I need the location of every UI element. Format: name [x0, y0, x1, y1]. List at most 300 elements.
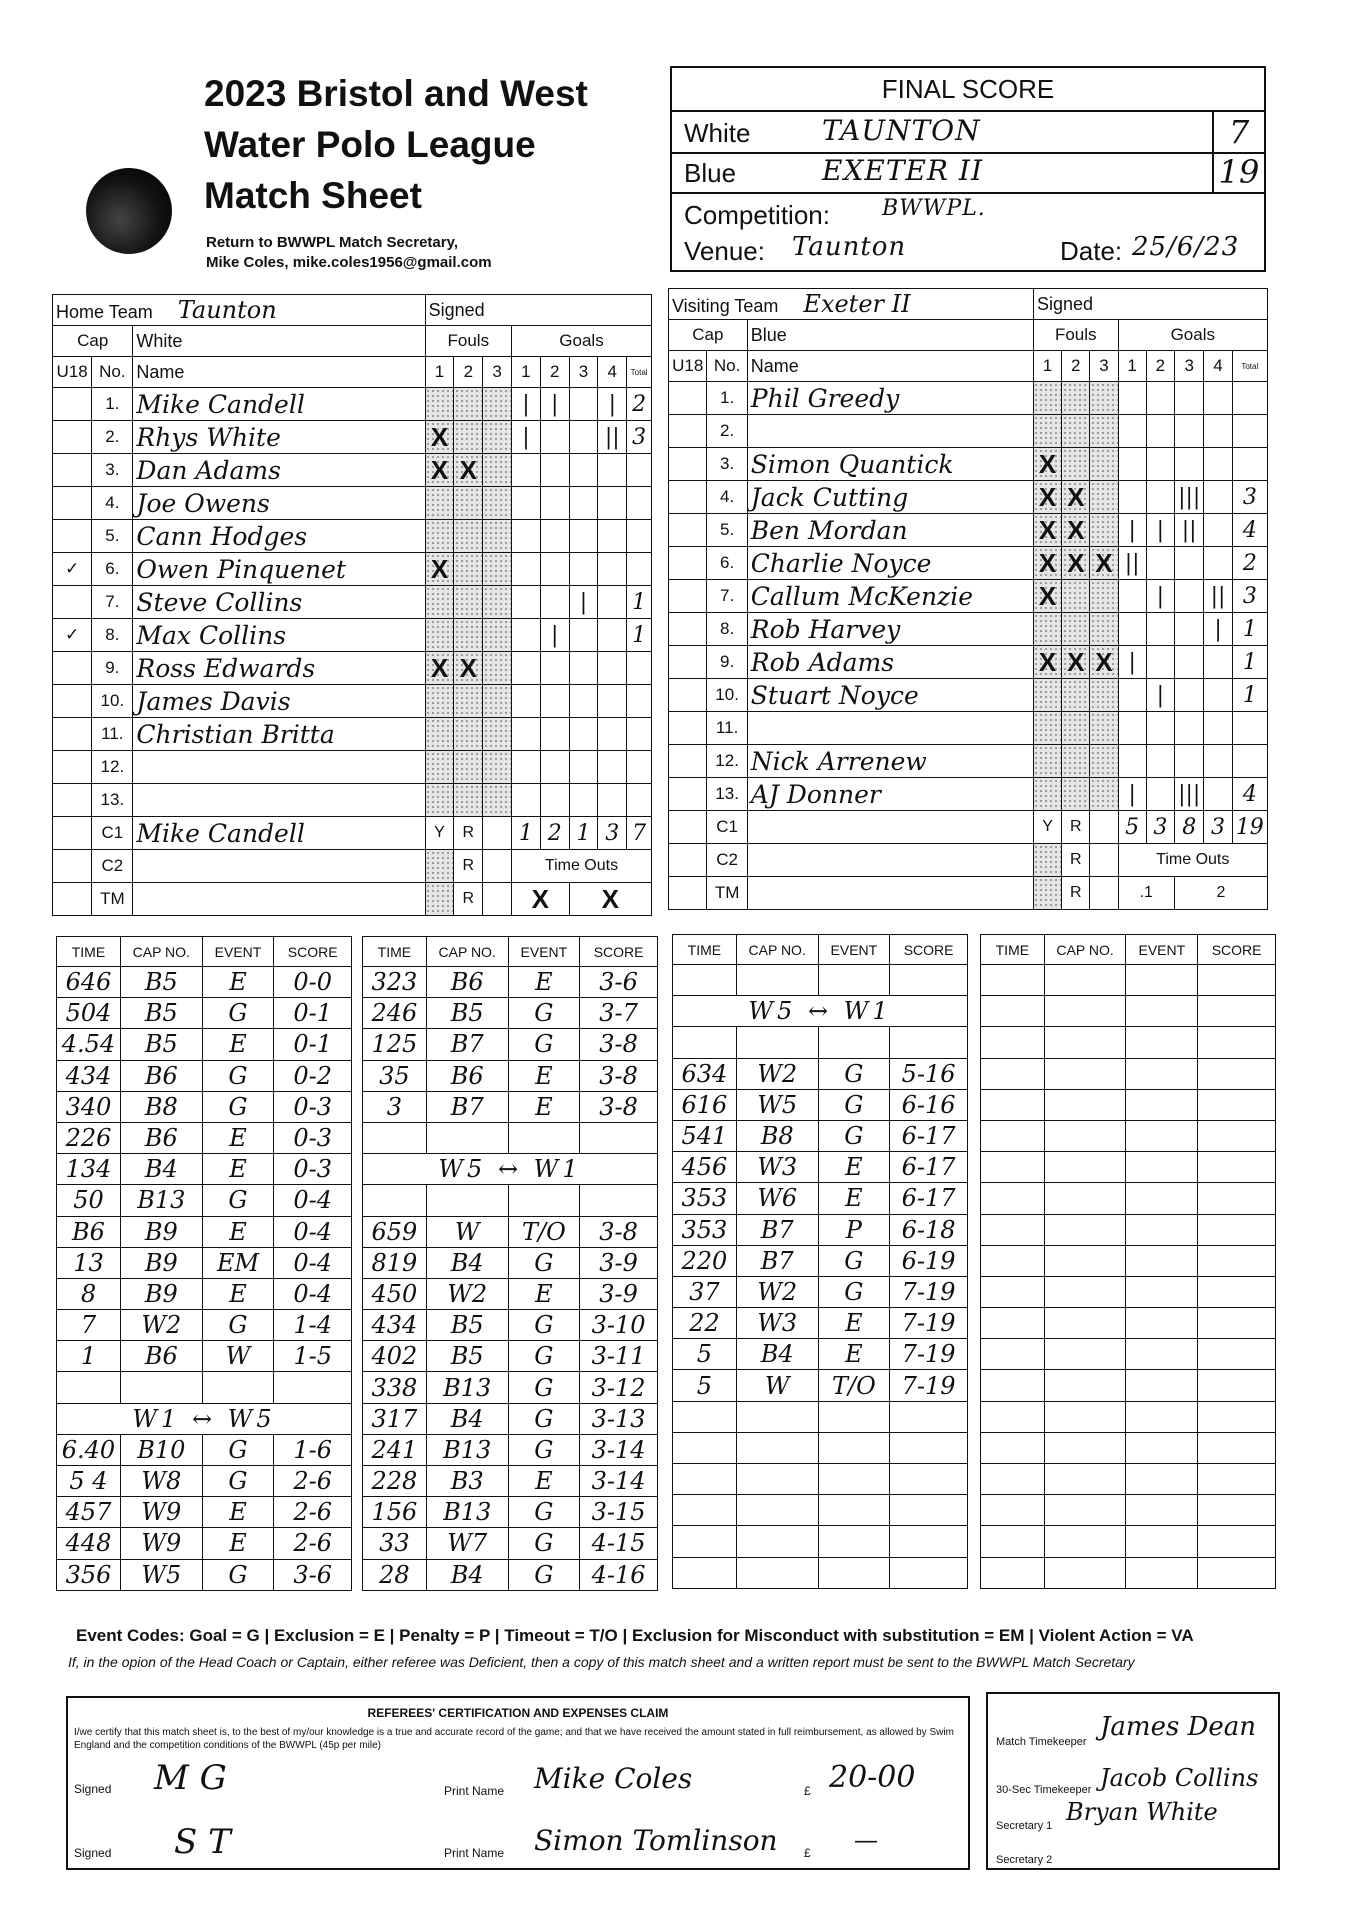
ref2-print-name[interactable]: Simon Tomlinson [534, 1824, 778, 1857]
goal-tally[interactable]: | [1146, 580, 1174, 613]
match-timekeeper-name[interactable]: James Dean [1100, 1712, 1257, 1742]
event-score[interactable] [274, 1372, 352, 1403]
event-score[interactable]: 0-4 [274, 1278, 352, 1309]
event-code[interactable]: E [202, 1216, 274, 1247]
event-code[interactable] [1126, 1183, 1198, 1214]
event-code[interactable] [1126, 1308, 1198, 1339]
red-card-box[interactable]: R [1062, 844, 1090, 877]
event-cap[interactable]: B6 [120, 1341, 202, 1372]
goal-tally[interactable] [1204, 415, 1232, 448]
event-score[interactable]: 6-17 [890, 1120, 968, 1151]
event-cap[interactable]: B9 [120, 1247, 202, 1278]
venue-value[interactable]: Taunton [792, 232, 907, 262]
event-cap[interactable]: B5 [120, 998, 202, 1029]
event-score[interactable] [1198, 1120, 1276, 1151]
event-time[interactable] [673, 965, 737, 996]
event-time[interactable] [673, 1526, 737, 1557]
foul-mark[interactable] [1033, 679, 1061, 712]
player-name[interactable]: Ross Edwards [133, 652, 425, 685]
event-time[interactable]: 616 [673, 1089, 737, 1120]
event-time[interactable]: 541 [673, 1120, 737, 1151]
event-score[interactable]: 1-6 [274, 1434, 352, 1465]
event-cap[interactable]: W9 [120, 1528, 202, 1559]
event-time[interactable]: 323 [363, 967, 427, 998]
event-time[interactable]: 33 [363, 1528, 427, 1559]
event-code[interactable]: G [818, 1120, 890, 1151]
event-code[interactable] [1126, 996, 1198, 1027]
event-time[interactable] [673, 1401, 737, 1432]
official-name[interactable] [133, 883, 425, 916]
event-cap[interactable]: B5 [426, 998, 508, 1029]
event-code[interactable]: E [508, 1466, 580, 1497]
quarter-score[interactable]: 8 [1174, 811, 1203, 844]
foul-mark[interactable]: X [1062, 547, 1090, 580]
u18-check[interactable]: ✓ [53, 553, 92, 586]
u18-check[interactable] [669, 514, 707, 547]
u18-check[interactable] [53, 718, 92, 751]
event-time[interactable]: 228 [363, 1466, 427, 1497]
event-score[interactable]: 3-6 [274, 1559, 352, 1590]
event-score[interactable] [1198, 1432, 1276, 1463]
goal-tally[interactable] [1146, 778, 1174, 811]
event-cap[interactable] [736, 965, 818, 996]
foul-mark[interactable]: X [425, 454, 454, 487]
event-score[interactable]: 3-11 [580, 1341, 658, 1372]
goal-tally[interactable] [512, 586, 541, 619]
goal-total[interactable]: 1 [627, 586, 652, 619]
foul-mark[interactable]: X [1033, 448, 1061, 481]
event-time[interactable] [981, 1370, 1045, 1401]
foul-mark[interactable] [1090, 745, 1118, 778]
event-cap[interactable] [1044, 1432, 1126, 1463]
foul-mark[interactable] [483, 586, 512, 619]
goal-tally[interactable] [1204, 514, 1232, 547]
goal-tally[interactable] [1204, 448, 1232, 481]
player-name[interactable]: Phil Greedy [747, 382, 1033, 415]
event-score[interactable] [1198, 965, 1276, 996]
goal-tally[interactable] [1174, 646, 1203, 679]
goal-tally[interactable] [540, 751, 569, 784]
foul-mark[interactable] [454, 388, 483, 421]
event-code[interactable]: E [818, 1152, 890, 1183]
foul-mark[interactable] [1033, 778, 1061, 811]
event-score[interactable] [890, 1495, 968, 1526]
event-code[interactable] [818, 1526, 890, 1557]
event-time[interactable] [981, 1339, 1045, 1370]
goal-tally[interactable] [1118, 613, 1146, 646]
goal-tally[interactable] [540, 784, 569, 817]
event-time[interactable]: 356 [57, 1559, 121, 1590]
cap-swap-note[interactable]: W1 ↔ W5 [57, 1403, 352, 1434]
event-cap[interactable] [736, 1557, 818, 1588]
official-name[interactable]: Mike Candell [133, 817, 425, 850]
foul-mark[interactable] [483, 421, 512, 454]
event-score[interactable]: 3-9 [580, 1278, 658, 1309]
event-time[interactable]: 338 [363, 1372, 427, 1403]
event-time[interactable]: 4.54 [57, 1029, 121, 1060]
goal-tally[interactable]: | [569, 586, 598, 619]
foul-mark[interactable]: X [1062, 514, 1090, 547]
event-time[interactable]: 353 [673, 1183, 737, 1214]
event-score[interactable]: 0-1 [274, 1029, 352, 1060]
foul-mark[interactable]: X [1090, 547, 1118, 580]
event-time[interactable]: 35 [363, 1060, 427, 1091]
event-cap[interactable] [1044, 1526, 1126, 1557]
blue-final-score[interactable]: 19 [1212, 152, 1264, 192]
event-cap[interactable]: B13 [120, 1185, 202, 1216]
foul-mark[interactable] [483, 553, 512, 586]
event-code[interactable]: G [508, 1434, 580, 1465]
event-code[interactable]: G [508, 1528, 580, 1559]
foul-mark[interactable] [425, 487, 454, 520]
foul-mark[interactable] [1062, 415, 1090, 448]
event-code[interactable]: G [202, 998, 274, 1029]
u18-check[interactable] [669, 481, 707, 514]
event-code[interactable]: E [818, 1308, 890, 1339]
event-time[interactable]: 819 [363, 1247, 427, 1278]
event-score[interactable]: 3-10 [580, 1310, 658, 1341]
event-score[interactable]: 5-16 [890, 1058, 968, 1089]
u18-check[interactable] [669, 415, 707, 448]
foul-mark[interactable] [1090, 580, 1118, 613]
player-name[interactable]: Simon Quantick [747, 448, 1033, 481]
event-time[interactable] [981, 1089, 1045, 1120]
goal-total[interactable] [627, 718, 652, 751]
event-cap[interactable] [1044, 1557, 1126, 1588]
goal-total[interactable] [1232, 415, 1267, 448]
event-time[interactable]: B6 [57, 1216, 121, 1247]
event-score[interactable]: 7-19 [890, 1339, 968, 1370]
player-name[interactable]: Joe Owens [133, 487, 425, 520]
quarter-score[interactable]: 2 [540, 817, 569, 850]
player-name[interactable]: Jack Cutting [747, 481, 1033, 514]
event-cap[interactable]: B4 [426, 1559, 508, 1590]
event-cap[interactable]: B7 [426, 1029, 508, 1060]
event-score[interactable] [1198, 1557, 1276, 1588]
foul-mark[interactable] [1062, 448, 1090, 481]
foul-mark[interactable] [483, 487, 512, 520]
event-code[interactable]: G [818, 1089, 890, 1120]
event-cap[interactable]: B6 [120, 1060, 202, 1091]
player-name[interactable] [133, 784, 425, 817]
event-time[interactable]: 28 [363, 1559, 427, 1590]
event-cap[interactable]: B8 [120, 1091, 202, 1122]
u18-check[interactable] [53, 784, 92, 817]
event-cap[interactable]: W6 [736, 1183, 818, 1214]
foul-mark[interactable] [483, 619, 512, 652]
cap-swap-note[interactable]: W5 ↔ W1 [363, 1154, 658, 1185]
event-time[interactable]: 50 [57, 1185, 121, 1216]
foul-mark[interactable] [483, 718, 512, 751]
foul-mark[interactable] [454, 751, 483, 784]
red-card-box[interactable]: R [1062, 877, 1090, 910]
u18-check[interactable] [669, 547, 707, 580]
event-cap[interactable]: B4 [120, 1154, 202, 1185]
event-code[interactable] [1126, 1526, 1198, 1557]
foul-mark[interactable] [1090, 778, 1118, 811]
goal-tally[interactable] [512, 487, 541, 520]
event-score[interactable]: 3-8 [580, 1060, 658, 1091]
goal-tally[interactable] [1118, 382, 1146, 415]
event-code[interactable] [202, 1372, 274, 1403]
goal-tally[interactable] [1204, 547, 1232, 580]
goal-tally[interactable]: || [598, 421, 627, 454]
event-time[interactable]: 634 [673, 1058, 737, 1089]
event-code[interactable]: G [202, 1091, 274, 1122]
goal-tally[interactable]: ||| [1174, 778, 1203, 811]
event-time[interactable]: 448 [57, 1528, 121, 1559]
event-cap[interactable]: W2 [736, 1276, 818, 1307]
player-name[interactable]: Ben Mordan [747, 514, 1033, 547]
event-score[interactable]: 3-8 [580, 1216, 658, 1247]
event-cap[interactable] [1044, 1214, 1126, 1245]
goal-tally[interactable]: | [1146, 514, 1174, 547]
event-code[interactable] [818, 1557, 890, 1588]
foul-mark[interactable] [1090, 712, 1118, 745]
event-cap[interactable] [1044, 1370, 1126, 1401]
event-time[interactable]: 646 [57, 967, 121, 998]
goal-tally[interactable] [1118, 712, 1146, 745]
goal-total[interactable]: 1 [1232, 679, 1267, 712]
goal-total[interactable]: 3 [1232, 580, 1267, 613]
foul-mark[interactable] [483, 751, 512, 784]
foul-mark[interactable] [425, 751, 454, 784]
event-score[interactable] [890, 1432, 968, 1463]
player-name[interactable]: Nick Arrenew [747, 745, 1033, 778]
event-cap[interactable]: B9 [120, 1278, 202, 1309]
goal-tally[interactable] [1146, 382, 1174, 415]
foul-mark[interactable] [425, 685, 454, 718]
foul-mark[interactable] [425, 718, 454, 751]
event-code[interactable]: E [508, 1278, 580, 1309]
goal-tally[interactable] [512, 520, 541, 553]
event-score[interactable]: 0-4 [274, 1216, 352, 1247]
event-time[interactable]: 134 [57, 1154, 121, 1185]
goal-total[interactable]: 1 [1232, 613, 1267, 646]
goal-tally[interactable] [569, 388, 598, 421]
goal-tally[interactable]: | [540, 619, 569, 652]
competition-value[interactable]: BWWPL. [882, 196, 986, 221]
event-cap[interactable]: W9 [120, 1497, 202, 1528]
event-time[interactable] [981, 1276, 1045, 1307]
foul-mark[interactable] [1062, 745, 1090, 778]
event-cap[interactable]: B13 [426, 1497, 508, 1528]
goal-tally[interactable]: | [598, 388, 627, 421]
event-cap[interactable] [1044, 1464, 1126, 1495]
event-score[interactable]: 3-13 [580, 1403, 658, 1434]
goal-tally[interactable] [540, 586, 569, 619]
event-code[interactable]: E [202, 1029, 274, 1060]
event-time[interactable]: 220 [673, 1245, 737, 1276]
event-code[interactable]: G [508, 998, 580, 1029]
event-score[interactable]: 0-3 [274, 1091, 352, 1122]
foul-mark[interactable] [1033, 613, 1061, 646]
foul-mark[interactable] [425, 619, 454, 652]
ref2-amount[interactable]: — [854, 1826, 878, 1854]
goal-tally[interactable] [1118, 481, 1146, 514]
event-cap[interactable]: B5 [120, 1029, 202, 1060]
goal-tally[interactable] [512, 652, 541, 685]
u18-check[interactable] [53, 520, 92, 553]
goal-tally[interactable] [1118, 448, 1146, 481]
event-cap[interactable] [1044, 996, 1126, 1027]
goal-tally[interactable] [1146, 745, 1174, 778]
event-code[interactable]: G [508, 1559, 580, 1590]
event-code[interactable]: G [508, 1029, 580, 1060]
event-cap[interactable]: B7 [736, 1214, 818, 1245]
foul-mark[interactable]: X [454, 652, 483, 685]
event-score[interactable] [1198, 1245, 1276, 1276]
event-code[interactable]: P [818, 1214, 890, 1245]
event-score[interactable] [1198, 1152, 1276, 1183]
goal-tally[interactable] [1118, 745, 1146, 778]
u18-check[interactable] [669, 712, 707, 745]
event-code[interactable]: T/O [818, 1370, 890, 1401]
event-cap[interactable]: W8 [120, 1466, 202, 1497]
event-code[interactable]: E [202, 967, 274, 998]
event-score[interactable]: 2-6 [274, 1466, 352, 1497]
goal-tally[interactable] [569, 619, 598, 652]
event-cap[interactable]: B5 [426, 1341, 508, 1372]
event-code[interactable]: G [508, 1341, 580, 1372]
foul-mark[interactable] [454, 421, 483, 454]
event-score[interactable]: 3-14 [580, 1466, 658, 1497]
event-code[interactable]: E [202, 1122, 274, 1153]
goal-total[interactable]: 2 [1232, 547, 1267, 580]
foul-mark[interactable] [483, 784, 512, 817]
event-code[interactable]: E [202, 1497, 274, 1528]
event-cap[interactable] [736, 1432, 818, 1463]
event-score[interactable] [890, 1464, 968, 1495]
foul-mark[interactable] [425, 784, 454, 817]
event-code[interactable] [508, 1185, 580, 1216]
yellow-card-box[interactable]: Y [425, 817, 454, 850]
u18-check[interactable] [53, 751, 92, 784]
event-cap[interactable] [1044, 1058, 1126, 1089]
event-code[interactable] [818, 1495, 890, 1526]
player-name[interactable]: Stuart Noyce [747, 679, 1033, 712]
event-score[interactable]: 3-6 [580, 967, 658, 998]
goal-tally[interactable] [1146, 415, 1174, 448]
foul-mark[interactable] [1062, 712, 1090, 745]
foul-mark[interactable]: X [1033, 514, 1061, 547]
sec30-timekeeper-name[interactable]: Jacob Collins [1100, 1764, 1259, 1792]
event-code[interactable]: G [508, 1310, 580, 1341]
player-name[interactable] [133, 751, 425, 784]
event-code[interactable] [1126, 1370, 1198, 1401]
event-code[interactable] [1126, 1339, 1198, 1370]
player-name[interactable]: Rhys White [133, 421, 425, 454]
event-code[interactable]: G [202, 1559, 274, 1590]
goal-tally[interactable] [598, 685, 627, 718]
event-time[interactable]: 22 [673, 1308, 737, 1339]
player-name[interactable]: Steve Collins [133, 586, 425, 619]
event-code[interactable] [818, 1464, 890, 1495]
goal-tally[interactable] [1174, 448, 1203, 481]
u18-check[interactable] [669, 448, 707, 481]
goal-tally[interactable] [512, 718, 541, 751]
event-code[interactable]: G [202, 1060, 274, 1091]
player-name[interactable] [747, 415, 1033, 448]
official-name[interactable] [133, 850, 425, 883]
foul-mark[interactable] [1062, 679, 1090, 712]
event-cap[interactable] [1044, 1120, 1126, 1151]
event-score[interactable]: 2-6 [274, 1528, 352, 1559]
event-code[interactable]: G [202, 1310, 274, 1341]
foul-mark[interactable]: X [1090, 646, 1118, 679]
event-code[interactable]: T/O [508, 1216, 580, 1247]
event-time[interactable]: 241 [363, 1434, 427, 1465]
goal-tally[interactable] [1118, 415, 1146, 448]
event-cap[interactable]: B5 [120, 967, 202, 998]
goal-tally[interactable]: | [1118, 778, 1146, 811]
time-out-2[interactable]: X [569, 883, 651, 916]
event-cap[interactable] [426, 1185, 508, 1216]
goal-tally[interactable] [540, 487, 569, 520]
quarter-score[interactable]: 3 [1204, 811, 1232, 844]
event-time[interactable] [363, 1122, 427, 1153]
event-cap[interactable] [426, 1122, 508, 1153]
goal-tally[interactable] [1118, 580, 1146, 613]
event-time[interactable] [981, 1401, 1045, 1432]
event-score[interactable]: 6-17 [890, 1183, 968, 1214]
yellow-card-box[interactable] [425, 850, 454, 883]
goal-tally[interactable] [1174, 580, 1203, 613]
event-time[interactable]: 340 [57, 1091, 121, 1122]
event-code[interactable]: G [508, 1497, 580, 1528]
event-cap[interactable]: B9 [120, 1216, 202, 1247]
quarter-score[interactable]: 1 [569, 817, 598, 850]
event-cap[interactable]: W [736, 1370, 818, 1401]
goal-tally[interactable] [540, 652, 569, 685]
foul-mark[interactable] [454, 784, 483, 817]
white-team-name[interactable]: TAUNTON [822, 114, 981, 147]
goal-tally[interactable] [540, 421, 569, 454]
goal-tally[interactable] [1146, 448, 1174, 481]
goal-tally[interactable] [1174, 547, 1203, 580]
event-cap[interactable]: W7 [426, 1528, 508, 1559]
goal-total[interactable]: 4 [1232, 778, 1267, 811]
white-final-score[interactable]: 7 [1212, 112, 1264, 152]
event-score[interactable]: 6-18 [890, 1214, 968, 1245]
player-name[interactable]: AJ Donner [747, 778, 1033, 811]
foul-mark[interactable] [483, 685, 512, 718]
goal-tally[interactable] [512, 784, 541, 817]
event-cap[interactable]: B13 [426, 1372, 508, 1403]
goal-tally[interactable] [1146, 712, 1174, 745]
event-score[interactable]: 2-6 [274, 1497, 352, 1528]
foul-mark[interactable] [1090, 382, 1118, 415]
event-score[interactable] [1198, 1526, 1276, 1557]
event-code[interactable]: E [202, 1154, 274, 1185]
event-cap[interactable]: B4 [426, 1247, 508, 1278]
blue-team-name[interactable]: EXETER II [822, 154, 984, 187]
goal-tally[interactable] [540, 553, 569, 586]
event-code[interactable] [508, 1122, 580, 1153]
event-time[interactable]: 156 [363, 1497, 427, 1528]
event-code[interactable]: G [818, 1245, 890, 1276]
time-out-2[interactable]: 2 [1174, 877, 1267, 910]
event-time[interactable]: 317 [363, 1403, 427, 1434]
event-code[interactable]: G [202, 1185, 274, 1216]
event-time[interactable] [981, 1495, 1045, 1526]
event-cap[interactable] [1044, 1276, 1126, 1307]
goal-tally[interactable] [1146, 646, 1174, 679]
event-score[interactable] [1198, 1089, 1276, 1120]
event-time[interactable] [981, 1245, 1045, 1276]
event-cap[interactable] [736, 1401, 818, 1432]
event-time[interactable] [981, 1526, 1045, 1557]
